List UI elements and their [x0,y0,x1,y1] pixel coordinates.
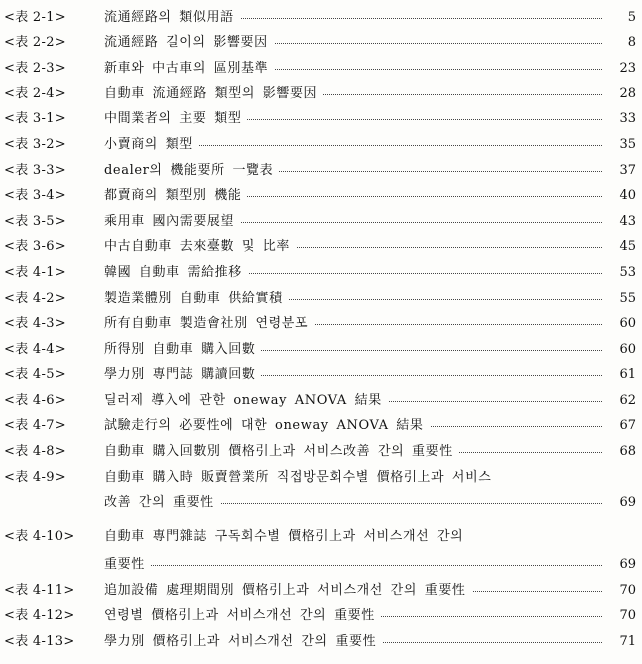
table-title-continued: 改善 간의 重要性 [104,495,220,511]
table-title: 自動車 專門雜誌 구독회수별 價格引上과 서비스개선 간의 [104,529,469,545]
page-number: 33 [602,111,636,127]
page-number: 55 [602,291,636,307]
page-number: 28 [602,86,636,102]
table-title: 中古自動車 去來臺數 및 比率 [104,239,296,255]
table-label: <表 2-2> [4,35,66,50]
page-number: 37 [602,163,636,179]
toc-entry[interactable] [0,393,642,409]
page-number: 23 [602,61,636,77]
page-number: 62 [602,393,636,409]
table-label: <表 4-9> [4,470,66,485]
table-label: <表 4-3> [4,316,66,331]
toc-entry-continuation[interactable] [0,557,642,573]
table-title: 新車와 中古車의 區別基準 [104,61,274,77]
page-number: 5 [602,10,636,26]
toc-entry[interactable] [0,86,642,102]
table-title: 都賣商의 類型別 機能 [104,188,247,204]
table-title: 自動車 流通經路 類型의 影響要因 [104,86,323,102]
table-label: <表 4-2> [4,291,66,306]
table-label: <表 4-6> [4,393,66,408]
page-number: 68 [602,444,636,460]
table-label: <表 3-2> [4,137,66,152]
toc-entry[interactable] [0,529,642,545]
page-number: 67 [602,418,636,434]
table-title: 追加設備 處理期間別 價格引上과 서비스개선 간의 重要性 [104,583,472,599]
toc-entry[interactable] [0,470,642,486]
page-number: 71 [602,634,636,650]
table-label: <表 4-10> [4,529,75,544]
toc-entry[interactable] [0,418,642,434]
table-label: <表 3-5> [4,214,66,229]
toc-entry[interactable] [0,342,642,358]
toc-entry[interactable] [0,634,642,650]
toc-entry[interactable] [0,239,642,255]
table-label: <表 4-11> [4,583,75,598]
page-number: 53 [602,265,636,281]
toc-entry[interactable] [0,265,642,281]
page-number: 43 [602,214,636,230]
table-title: 乘用車 國內需要展望 [104,214,240,230]
table-title: 自動車 購入時 販賣營業所 직접방문회수별 價格引上과 서비스 [104,470,497,486]
page-number: 35 [602,137,636,153]
table-label: <表 3-6> [4,239,66,254]
table-label: <表 4-12> [4,608,75,623]
table-label: <表 4-5> [4,367,66,382]
toc-entry[interactable] [0,583,642,599]
toc-entry[interactable] [0,10,642,26]
toc-entry[interactable] [0,214,642,230]
toc-entry[interactable] [0,444,642,460]
table-label: <表 4-13> [4,634,75,649]
toc-entry[interactable] [0,163,642,179]
table-label: <表 2-1> [4,10,66,25]
toc-entry[interactable] [0,61,642,77]
page-number: 70 [602,583,636,599]
page-number: 69 [602,557,636,573]
table-title: 流通經路의 類似用語 [104,10,240,26]
page-number: 8 [602,35,636,51]
table-title: 所得別 自動車 購入回數 [104,342,261,358]
toc-entry[interactable] [0,111,642,127]
table-title: 韓國 自動車 需給推移 [104,265,248,281]
toc-entry[interactable] [0,291,642,307]
toc-entry[interactable] [0,137,642,153]
table-title: 學力別 專門誌 購讀回數 [104,367,261,383]
table-title: 小賣商의 類型 [104,137,199,153]
toc-entry[interactable] [0,367,642,383]
table-label: <表 4-4> [4,342,66,357]
table-label: <表 4-8> [4,444,66,459]
table-title: 試驗走行의 必要性에 대한 oneway ANOVA 結果 [104,418,430,434]
table-title: 연령별 價格引上과 서비스개선 간의 重要性 [104,608,381,624]
dotted-leader [104,565,606,566]
table-label: <表 3-3> [4,163,66,178]
page-number: 70 [602,608,636,624]
page-number: 61 [602,367,636,383]
table-title: dealer의 機能要所 一覽表 [104,163,279,179]
table-label: <表 4-7> [4,418,66,433]
toc-entry[interactable] [0,188,642,204]
table-title: 流通經路 길이의 影響要因 [104,35,274,51]
page-number: 45 [602,239,636,255]
table-label: <表 2-3> [4,61,66,76]
table-title: 學力別 價格引上과 서비스개선 간의 重要性 [104,634,382,650]
toc-entry[interactable] [0,316,642,332]
page-number: 40 [602,188,636,204]
page-number: 69 [602,495,636,511]
table-title: 自動車 購入回數別 價格引上과 서비스改善 간의 重要性 [104,444,459,460]
toc-entry[interactable] [0,608,642,624]
table-label: <表 3-4> [4,188,66,203]
table-title: 所有自動車 製造會社別 연령분포 [104,316,314,332]
table-title: 中間業者의 主要 類型 [104,111,247,127]
table-label: <表 4-1> [4,265,66,280]
table-title-continued: 重要性 [104,557,151,573]
table-label: <表 2-4> [4,86,66,101]
table-label: <表 3-1> [4,111,66,126]
page-number: 60 [602,316,636,332]
toc-entry[interactable] [0,35,642,51]
toc-entry-continuation[interactable] [0,495,642,511]
table-title: 製造業體別 自動車 供給實積 [104,291,289,307]
table-title: 딜러제 導入에 관한 oneway ANOVA 結果 [104,393,388,409]
page-number: 60 [602,342,636,358]
